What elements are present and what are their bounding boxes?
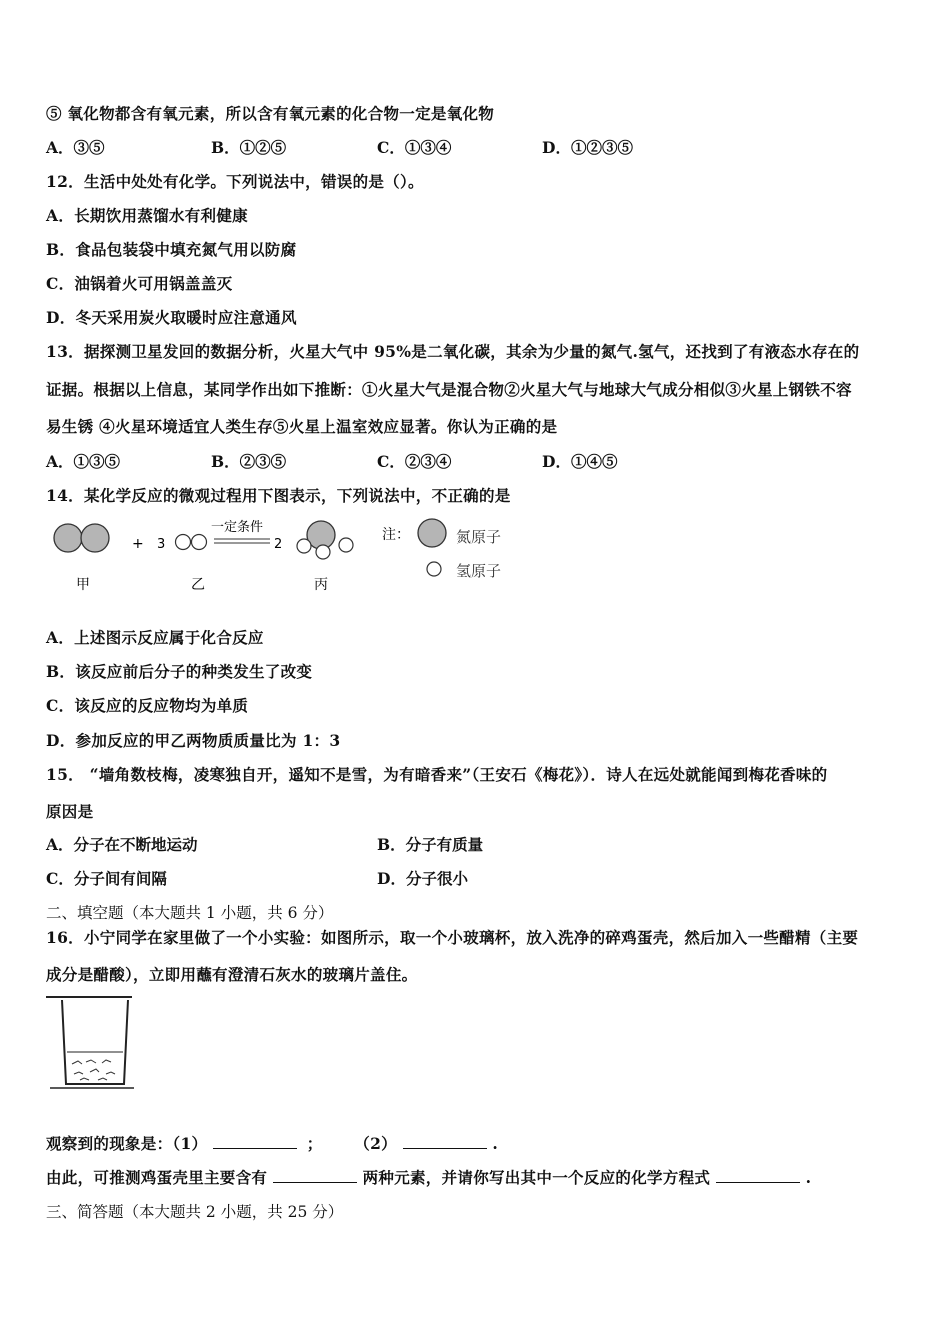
q15-option-d: D．分子很小	[377, 869, 468, 888]
q15-line-2: 原因是	[46, 802, 94, 821]
q13-line-3: 易生锈 ④火星环境适宜人类生存⑤火星上温室效应显著。你认为正确的是	[46, 417, 558, 436]
q12-option-c: C．油锅着火可用锅盖盖灭	[46, 274, 233, 293]
q14-option-c: C．该反应的反应物均为单质	[46, 696, 249, 715]
q13-option-c: C．②③④	[377, 452, 452, 471]
reaction-diagram	[40, 510, 530, 600]
q16-line-2: 成分是醋酸），立即用蘸有澄清石灰水的玻璃片盖住。	[46, 965, 418, 984]
legend-hydrogen-atom	[427, 562, 441, 576]
q14-option-b: B．该反应前后分子的种类发生了改变	[46, 662, 313, 681]
q14-stem: 14．某化学反应的微观过程用下图表示，下列说法中，不正确的是	[46, 486, 511, 505]
label-jia: 甲	[76, 577, 90, 593]
q13-line-1: 13．据探测卫星发回的数据分析，火星大气中 95%是二氧化碳，其余为少量的氮气.氢气，还找到了有液态水存在的	[46, 342, 860, 361]
answer-blank-1[interactable]	[213, 1134, 297, 1149]
plus-sign: +	[132, 536, 144, 552]
coefficient-bing: 2	[274, 537, 283, 552]
q13-option-a: A．①③⑤	[46, 452, 121, 471]
q14-option-a: A．上述图示反应属于化合反应	[46, 628, 264, 647]
glass-cup-figure	[44, 992, 138, 1096]
q11-option-c: C．①③④	[377, 138, 452, 157]
obs-separator: ；	[306, 1134, 323, 1153]
q12-stem: 12．生活中处处有化学。下列说法中，错误的是（）。	[46, 172, 424, 191]
legend-nitrogen-atom	[418, 519, 446, 547]
q12-option-d: D．冬天采用炭火取暖时应注意通风	[46, 308, 297, 327]
label-yi: 乙	[191, 577, 205, 593]
q14-option-d: D．参加反应的甲乙两物质质量比为 1：3	[46, 731, 341, 750]
q16-inference-line	[46, 1166, 811, 1188]
q13-line-2: 证据。根据以上信息，某同学作出如下推断：①火星大气是混合物②火星大气与地球大气成分相似③火星上钢铁不容	[46, 380, 852, 399]
q13-option-b: B．②③⑤	[211, 452, 287, 471]
section-2-heading: 二、填空题（本大题共 1 小题，共 6 分）	[46, 904, 334, 922]
q15-option-a: A．分子在不断地运动	[46, 835, 198, 854]
q11-statement-5: ⑤ 氧化物都含有氧元素，所以含有氧元素的化合物一定是氧化物	[46, 104, 495, 123]
section-3-heading: 三、简答题（本大题共 2 小题，共 25 分）	[46, 1203, 344, 1221]
obs-prefix: 观察到的现象是：（1）	[46, 1134, 208, 1153]
q12-option-a: A．长期饮用蒸馏水有利健康	[46, 206, 248, 225]
q13-option-d: D．①④⑤	[542, 452, 618, 471]
obs-2-label: （2）	[354, 1134, 397, 1153]
answer-blank-2[interactable]	[403, 1134, 487, 1149]
obs-end: .	[492, 1134, 499, 1153]
molecule-yi	[176, 535, 207, 550]
inf-mid: 两种元素，并请你写出其中一个反应的化学方程式	[362, 1168, 711, 1187]
q16-line-1: 16．小宁同学在家里做了一个小实验：如图所示，取一个小玻璃杯，放入洗净的碎鸡蛋壳，然后加入一些醋精（主要	[46, 928, 859, 947]
answer-blank-4[interactable]	[716, 1168, 800, 1183]
inf-prefix: 由此，可推测鸡蛋壳里主要含有	[46, 1168, 268, 1187]
q11-option-d: D．①②③⑤	[542, 138, 633, 157]
legend-nitrogen-label: 氮原子	[456, 528, 502, 546]
coefficient-yi: 3	[157, 537, 166, 552]
q15-line-1: 15． “墙角数枝梅，凌寒独自开，遥知不是雪，为有暗香来”（王安石《梅花》）．诗人在远处就能闻到梅花香味的	[46, 765, 828, 784]
q15-option-b: B．分子有质量	[377, 835, 484, 854]
q12-option-b: B．食品包装袋中填充氮气用以防腐	[46, 240, 297, 259]
answer-blank-3[interactable]	[273, 1168, 357, 1183]
q15-option-c: C．分子间有间隔	[46, 869, 167, 888]
inf-end: .	[805, 1168, 812, 1187]
legend-hydrogen-label: 氢原子	[456, 562, 502, 580]
molecule-bing	[297, 521, 353, 559]
q16-observation-line	[46, 1132, 498, 1154]
reaction-condition: 一定条件	[211, 520, 264, 535]
legend-note: 注：	[382, 527, 410, 543]
molecule-jia	[54, 524, 109, 552]
cup-outline	[62, 1000, 128, 1084]
label-bing: 丙	[314, 577, 328, 593]
q11-option-a: A．③⑤	[46, 138, 105, 157]
q11-option-b: B．①②⑤	[211, 138, 287, 157]
eggshell-pieces	[72, 1060, 115, 1080]
